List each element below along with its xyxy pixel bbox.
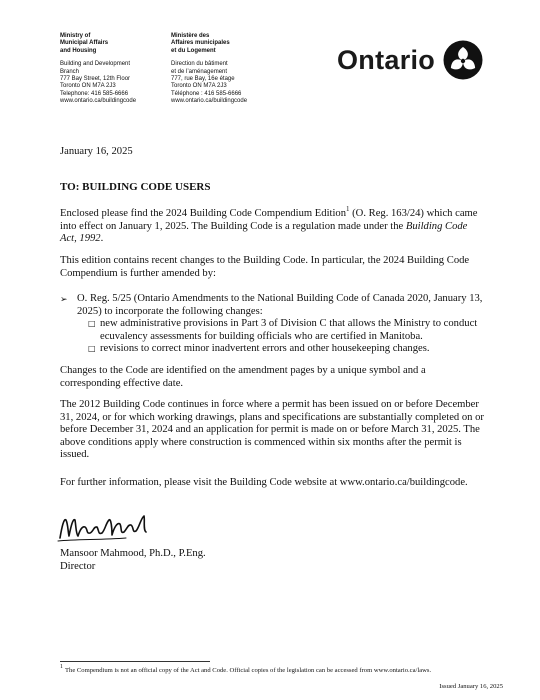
website-line: www.ontario.ca/buildingcode [60,98,137,105]
address-line: Toronto ON M7A 2J3 [171,83,227,90]
ministry-name-line: Municipal Affairs [60,40,109,47]
ministry-name-line: and Housing [60,47,97,54]
footnote-reference: 1 [346,205,350,213]
footnote-text: The Compendium is not an official copy of the Act and Code. Official copies of the legislation can be accessed from www.ontario.ca/laws. [65,667,432,674]
ontario-logo [337,40,483,80]
changes-paragraph: Changes to the Code are identified on the amendment pages by a unique symbol and a corresponding effective date. [60,365,426,389]
footnote-divider [60,661,210,662]
letterhead-french [171,33,247,106]
sub-list-item [60,343,485,356]
sub-list-item [60,318,485,343]
sub-list-item-text: revisions to correct minor inadvertent errors and other housekeeping changes. [100,343,430,355]
phone-line: Téléphone : 416 585-6666 [171,90,242,97]
signature-image [56,508,156,548]
further-info-paragraph: For further information, please visit the Building Code website at www.ontario.ca/buildingcode. [60,477,468,488]
intro-text: . [100,233,104,245]
sub-list-item-text: new administrative provisions in Part 3 of Division C that allows the Ministry to conduct ecuvalency assessments for building officials who are certified in Manitoba. [100,318,478,342]
ministry-name-line: Affaires municipales [171,40,230,47]
trillium-icon [443,40,483,80]
letter-date: January 16, 2025 [60,146,133,157]
arrow-bullet-icon: ➢ [60,294,68,304]
footnote [60,663,500,675]
branch-name-line: Building and Development [60,61,131,68]
website-line: www.ontario.ca/buildingcode [171,98,248,105]
branch-name-line: et de l’aménagement [171,68,228,75]
signatory-title: Director [60,561,96,572]
square-bullet-icon: □ [88,319,96,329]
branch-name-line: Direction du bâtiment [171,61,228,68]
signatory-name: Mansoor Mahmood, Ph.D., P.Eng. [60,548,206,559]
act-title: Building Code Act, 1992 [60,220,468,245]
addressee-heading: TO: BUILDING CODE USERS [60,181,211,193]
issued-date: Issued January 16, 2025 [439,683,503,690]
list-item [60,293,485,318]
branch-name-line: Branch [60,68,80,75]
square-bullet-icon: □ [88,344,96,354]
list-item-text: O. Reg. 5/25 (Ontario Amendments to the National Building Code of Canada 2020, January 13, 2025) to incorporate the following changes: [77,293,483,317]
letterhead-english [60,33,136,106]
ministry-name-line: Ministry of [60,33,91,39]
ministry-name-line: et du Logement [171,47,216,54]
address-line: 777, rue Bay, 16e étage [171,76,235,83]
address-line: Toronto ON M7A 2J3 [60,83,116,90]
phone-line: Telephone: 416 585-6666 [60,90,129,97]
footnote-number: 1 [60,664,63,670]
intro-text: (O. Reg. 163/24) which came into effect on January 1, 2025. The Building Code is a regulation made under the [60,208,478,232]
ministry-name-line: Ministère des [171,33,210,39]
ontario-wordmark: Ontario [337,44,436,75]
intro-paragraph [60,205,485,246]
transition-paragraph: The 2012 Building Code continues in force where a permit has been issued on or before December 31, 2024, or for which working drawings, plans and specifications are substantially completed on or before December 31, 2024 and an application for permit is made on or before March 31, 2025. The above conditions apply where construction is commenced within six months after the permit is issued. [60,399,484,461]
amendments-list [60,293,485,356]
address-line: 777 Bay Street, 12th Floor [60,76,131,83]
amendments-paragraph: This edition contains recent changes to the Building Code. In particular, the 2024 Building Code Compendium is further amended by: [60,255,470,279]
intro-text: Enclosed please find the 2024 Building Code Compendium Edition [60,208,346,219]
